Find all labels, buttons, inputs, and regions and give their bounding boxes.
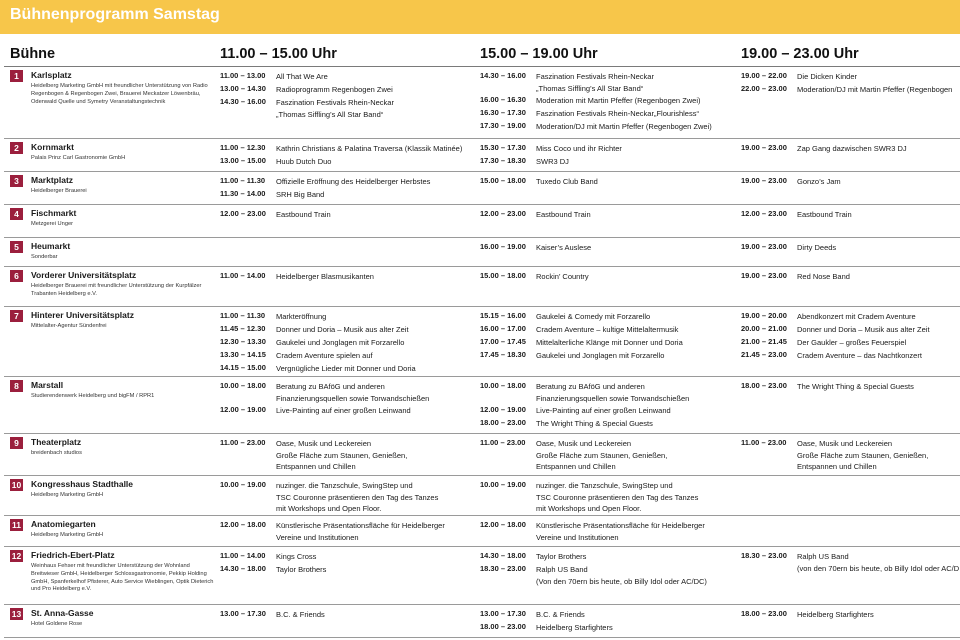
event-time: 15.30 – 17.30: [480, 143, 526, 152]
event-time: 12.00 – 18.00: [220, 520, 266, 529]
event-title: Live-Painting auf einer großen Leinwand: [536, 406, 671, 415]
event-time: 16.00 – 17.00: [480, 324, 526, 333]
stage-number-badge: 5: [10, 241, 23, 253]
event-time: 21.45 – 23.00: [741, 350, 787, 359]
stage-number-badge: 3: [10, 175, 23, 187]
event-time: 15.15 – 16.00: [480, 311, 526, 320]
event-time: 21.00 – 21.45: [741, 337, 787, 346]
event-time: 14.30 – 18.00: [220, 564, 266, 573]
stage-number-badge: 7: [10, 310, 23, 322]
event-time: 19.00 – 22.00: [741, 71, 787, 80]
event-title: Gaukelei und Jonglagen mit Forzarello: [276, 338, 405, 347]
event-title: Kathrin Christians & Palatina Traversa (Klassik Matinée): [276, 144, 463, 153]
event-time: 14.30 – 16.00: [480, 71, 526, 80]
stage-row: [0, 139, 960, 172]
event-time: 17.30 – 18.30: [480, 156, 526, 165]
stage-name: Vorderer Universitätsplatz: [31, 270, 137, 280]
stage-sponsor: Heidelberger Brauerei mit freundlicher Unterstützung der Kurpfälzer Trabanten Heidelberg e.V.: [31, 283, 202, 297]
row-divider: [4, 637, 960, 638]
event-title: Oase, Musik und Leckereien Große Fläche zum Staunen, Genießen, Entspannen und Chillen: [536, 439, 668, 471]
stage-sponsor: Studierendenwerk Heidelberg und bigFM / RPR1: [31, 393, 155, 399]
event-title: Offizielle Eröffnung des Heidelberger Herbstes: [276, 177, 431, 186]
stage-sponsor: Hotel Goldene Rose: [31, 621, 83, 627]
event-title: Gonzo’s Jam: [797, 177, 841, 186]
event-time: 15.00 – 18.00: [480, 176, 526, 185]
stage-number-badge: 9: [10, 437, 23, 449]
event-time: 12.00 – 18.00: [480, 520, 526, 529]
stage-sponsor: Sonderbar: [31, 254, 58, 260]
event-time: 18.00 – 23.00: [480, 622, 526, 631]
event-title: Donner und Doria – Musik aus alter Zeit: [797, 325, 930, 334]
event-time: 11.30 – 14.00: [220, 189, 266, 198]
event-title: Die Dicken Kinder: [797, 72, 858, 81]
stage-sponsor: Weinhaus Fehser mit freundlicher Unterstützung der Wohnland Breitwieser GmbH, Heidelberger Schlossgastronomie, Pekkip Holding GmbH, Spanferkelhof Pfisterer, Auto Service Wieblingen, Optik Dieterich und Pro Heidelberg e.V.: [31, 563, 214, 593]
event-title: Gaukelei und Jonglagen mit Forzarello: [536, 351, 665, 360]
event-title: Moderation mit Martin Pfeffer (Regenbogen Zwei): [536, 96, 701, 105]
event-title: Oase, Musik und Leckereien Große Fläche zum Staunen, Genießen, Entspannen und Chillen: [276, 439, 408, 471]
event-title: Künstlerische Präsentationsfläche für Heidelberger Vereine und Institutionen: [536, 521, 705, 542]
header-band: [0, 0, 960, 34]
event-title: Red Nose Band: [797, 272, 850, 281]
stage-row: [0, 238, 960, 267]
event-time: 13.00 – 15.00: [220, 156, 266, 165]
event-title: Cradem Aventure – das Nachtkonzert: [797, 351, 922, 360]
stage-row: [0, 434, 960, 476]
column-header-slot-2: 15.00 – 19.00 Uhr: [480, 46, 598, 62]
event-title: SWR3 DJ: [536, 157, 569, 166]
event-title: Radioprogramm Regenbogen Zwei: [276, 85, 393, 94]
stage-sponsor: Heidelberg Marketing GmbH: [31, 492, 104, 498]
stage-number-badge: 4: [10, 208, 23, 220]
event-title: Eastbound Train: [276, 210, 331, 219]
event-title: Vergnügliche Lieder mit Donner und Doria: [276, 364, 416, 373]
event-title: Donner und Doria – Musik aus alter Zeit: [276, 325, 409, 334]
stage-row: [0, 172, 960, 205]
event-time: 18.00 – 23.00: [480, 418, 526, 427]
event-title: Moderation/DJ mit Martin Pfeffer (Regenbogen: [797, 85, 953, 94]
event-time: 11.00 – 14.00: [220, 271, 266, 280]
event-title: nuzinger. die Tanzschule, SwingStep und TSC Couronne präsentieren den Tag des Tanzes mit Workshops und Open Floor.: [276, 481, 439, 513]
event-time: 11.00 – 23.00: [480, 438, 526, 447]
event-title: B.C. & Friends: [276, 610, 325, 619]
stage-number-badge: 10: [11, 480, 22, 490]
event-time: 19.00 – 23.00: [741, 242, 787, 251]
event-title: Huub Dutch Duo: [276, 157, 332, 166]
stage-number-badge: 1: [10, 70, 23, 82]
event-title: Rockin’ Country: [536, 272, 589, 281]
stage-sponsor: Metzgerei Unger: [31, 221, 74, 227]
event-title: Heidelberg Starfighters: [797, 610, 874, 619]
stage-name: Heumarkt: [31, 241, 71, 251]
stage-name: Karlsplatz: [31, 70, 72, 80]
event-time: 14.30 – 18.00: [480, 551, 526, 560]
stage-name: Theaterplatz: [31, 437, 82, 447]
column-header-stage: Bühne: [10, 46, 56, 62]
event-title: Gaukelei & Comedy mit Forzarello: [536, 312, 651, 321]
event-time: 16.30 – 17.30: [480, 108, 526, 117]
event-time: 20.00 – 21.00: [741, 324, 787, 333]
event-time: 12.00 – 19.00: [480, 405, 526, 414]
event-title: Zap Gang dazwischen SWR3 DJ: [797, 144, 907, 153]
event-time: 14.30 – 16.00: [220, 97, 266, 106]
stage-name: St. Anna-Gasse: [31, 608, 94, 618]
event-time: 22.00 – 23.00: [741, 84, 787, 93]
event-title: Miss Coco und ihr Richter: [536, 144, 622, 153]
stage-row: [0, 377, 960, 434]
event-time: 18.30 – 23.00: [741, 551, 787, 560]
event-title: Künstlerische Präsentationsfläche für Heidelberger Vereine und Institutionen: [276, 521, 445, 542]
event-title: Beratung zu BAföG und anderen Finanzierungsquellen sowie Torwandschießen: [276, 382, 430, 403]
stage-name: Marktplatz: [31, 175, 74, 185]
stage-name: Hinterer Universitätsplatz: [31, 310, 134, 320]
event-title: Dirty Deeds: [797, 243, 837, 252]
stage-sponsor: Heidelberg Marketing GmbH mit freundlicher Unterstützung von Radio Regenbogen & Regenbogen Zwei, Brauerei Meckatzer Löwenbräu, Odenwald Quelle und Symetry Veranstaltungstechnik: [31, 83, 208, 105]
stage-name: Fischmarkt: [31, 208, 77, 218]
event-time: 11.00 – 23.00: [741, 438, 787, 447]
event-title: Cradem Aventure – kultige Mittelaltermusik: [536, 325, 679, 334]
event-title: The Wright Thing & Special Guests: [797, 382, 914, 391]
event-time: 15.00 – 18.00: [480, 271, 526, 280]
event-title: Moderation/DJ mit Martin Pfeffer (Regenbogen Zwei): [536, 122, 712, 131]
stage-row: [0, 67, 960, 139]
event-time: 16.00 – 16.30: [480, 95, 526, 104]
event-time: 11.00 – 11.30: [220, 311, 266, 320]
event-title: Kings Cross: [276, 552, 317, 561]
event-time: 19.00 – 23.00: [741, 176, 787, 185]
event-time: 12.00 – 23.00: [220, 209, 266, 218]
event-title: Kaiser’s Auslese: [536, 243, 592, 252]
event-title: Ralph US Band (von den 70ern bis heute, ob Billy Idol oder AC/D: [797, 552, 960, 573]
event-title: Tuxedo Club Band: [536, 177, 598, 186]
column-header-slot-3: 19.00 – 23.00 Uhr: [741, 46, 859, 62]
event-title: The Wright Thing & Special Guests: [536, 419, 653, 428]
event-title: Heidelberger Blasmusikanten: [276, 272, 374, 281]
stage-name: Marstall: [31, 380, 64, 390]
event-time: 18.30 – 23.00: [480, 564, 526, 573]
event-title: Faszination Festivals Rhein-Neckar „Thomas Siffling’s All Star Band“: [536, 72, 654, 93]
event-time: 18.00 – 23.00: [741, 609, 787, 618]
event-time: 12.00 – 23.00: [741, 209, 787, 218]
event-title: Faszination Festivals Rhein-Neckar„Flourishless“: [536, 109, 699, 118]
event-title: Ralph US Band (Von den 70ern bis heute, ob Billy Idol oder AC/DC): [536, 565, 707, 586]
event-title: Eastbound Train: [536, 210, 591, 219]
event-title: Eastbound Train: [797, 210, 852, 219]
stage-number-badge: 12: [11, 551, 22, 561]
stage-row: [0, 205, 960, 238]
event-time: 13.00 – 17.30: [480, 609, 526, 618]
event-time: 12.00 – 23.00: [480, 209, 526, 218]
event-title: Faszination Festivals Rhein-Neckar „Thomas Siffling’s All Star Band“: [276, 98, 394, 119]
event-title: SRH Big Band: [276, 190, 325, 199]
event-time: 14.15 – 15.00: [220, 363, 266, 372]
event-time: 10.00 – 18.00: [220, 381, 266, 390]
event-title: Heidelberg Starfighters: [536, 623, 613, 632]
event-time: 11.00 – 11.30: [220, 176, 266, 185]
event-title: Taylor Brothers: [536, 552, 587, 561]
event-time: 11.00 – 23.00: [220, 438, 266, 447]
stage-row: [0, 547, 960, 605]
event-title: Abendkonzert mit Cradem Aventure: [797, 312, 916, 321]
event-time: 18.00 – 23.00: [741, 381, 787, 390]
event-time: 19.00 – 23.00: [741, 271, 787, 280]
stage-number-badge: 13: [11, 609, 22, 619]
event-time: 13.30 – 14.15: [220, 350, 266, 359]
event-time: 17.45 – 18.30: [480, 350, 526, 359]
stage-name: Anatomiegarten: [31, 519, 96, 529]
event-title: Live-Painting auf einer großen Leinwand: [276, 406, 411, 415]
stage-row: [0, 516, 960, 547]
stage-sponsor: breidenbach studios: [31, 450, 82, 456]
stage-row: [0, 307, 960, 377]
event-time: 19.00 – 23.00: [741, 143, 787, 152]
event-time: 10.00 – 19.00: [220, 480, 266, 489]
event-title: Mittelalterliche Klänge mit Donner und Doria: [536, 338, 683, 347]
stage-number-badge: 11: [12, 520, 21, 530]
column-header-slot-1: 11.00 – 15.00 Uhr: [220, 46, 337, 62]
stage-sponsor: Heidelberg Marketing GmbH: [31, 532, 104, 538]
stage-row: [0, 267, 960, 307]
event-title: Oase, Musik und Leckereien Große Fläche zum Staunen, Genießen, Entspannen und Chillen: [797, 439, 929, 471]
stage-row: [0, 605, 960, 638]
event-time: 10.00 – 19.00: [480, 480, 526, 489]
event-title: Markteröffnung: [276, 312, 327, 321]
event-time: 13.00 – 14.30: [220, 84, 266, 93]
stage-row: [0, 476, 960, 516]
stage-sponsor: Palais Prinz Carl Gastronomie GmbH: [31, 155, 126, 161]
event-time: 11.45 – 12.30: [220, 324, 266, 333]
stage-number-badge: 6: [10, 270, 23, 282]
event-title: Taylor Brothers: [276, 565, 327, 574]
event-time: 17.30 – 19.00: [480, 121, 526, 130]
stage-sponsor: Heidelberger Brauerei: [31, 188, 87, 194]
stage-sponsor: Mittelalter-Agentur Sündenfrei: [31, 323, 107, 329]
event-title: All That We Are: [276, 72, 328, 81]
event-time: 12.30 – 13.30: [220, 337, 266, 346]
event-title: B.C. & Friends: [536, 610, 585, 619]
event-title: Beratung zu BAföG und anderen Finanzierungsquellen sowie Torwandschießen: [536, 382, 690, 403]
stage-name: Friedrich-Ebert-Platz: [31, 550, 115, 560]
event-time: 12.00 – 19.00: [220, 405, 266, 414]
event-time: 13.00 – 17.30: [220, 609, 266, 618]
event-time: 10.00 – 18.00: [480, 381, 526, 390]
stage-number-badge: 8: [10, 380, 23, 392]
event-time: 11.00 – 13.00: [220, 71, 266, 80]
event-time: 11.00 – 12.30: [220, 143, 266, 152]
event-title: nuzinger. die Tanzschule, SwingStep und TSC Couronne präsentieren den Tag des Tanzes mit Workshops und Open Floor.: [536, 481, 699, 513]
event-time: 16.00 – 19.00: [480, 242, 526, 251]
event-time: 17.00 – 17.45: [480, 337, 526, 346]
stage-name: Kornmarkt: [31, 142, 74, 152]
stage-name: Kongresshaus Stadthalle: [31, 479, 134, 489]
event-title: Cradem Aventure spielen auf: [276, 351, 373, 360]
event-time: 11.00 – 14.00: [220, 551, 266, 560]
event-title: Der Gaukler – großes Feuerspiel: [797, 338, 907, 347]
event-time: 19.00 – 20.00: [741, 311, 787, 320]
stage-number-badge: 2: [10, 142, 23, 154]
page-title: Bühnenprogramm Samstag: [10, 6, 220, 23]
